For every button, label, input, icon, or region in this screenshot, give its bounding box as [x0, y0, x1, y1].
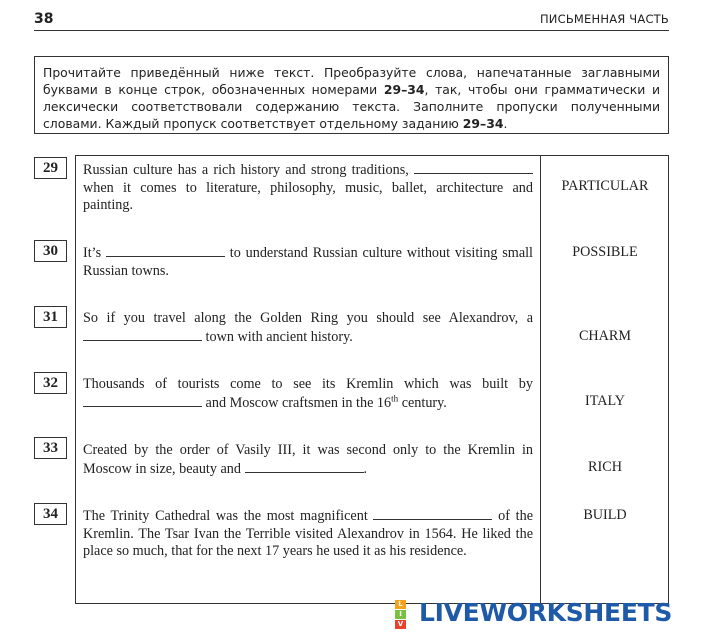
answer-blank-34[interactable] [373, 507, 492, 520]
task-number-33: 33 [34, 437, 67, 459]
task-range: 29–34 [383, 82, 425, 97]
liveworksheets-logo [395, 598, 695, 630]
task-number-34: 34 [34, 503, 67, 525]
instructions-text: , так, чтобы они грамматически и лексически соответствовали содержанию текста. Заполните пропуски полученными словами. Каждый пропуск соответствует отдельному заданию [43, 82, 660, 131]
task-sentence-29: Russian culture has a rich history and strong traditions, when it comes to literature, philosophy, music, ballet, architecture and painting. [83, 162, 533, 213]
page-header [34, 11, 669, 31]
keyword-33: RICH [588, 459, 622, 475]
task-sentence-34: The Trinity Cathedral was the most magnificent of the Kremlin. The Tsar Ivan the Terrible visited Alexandrov in 1564. He liked the place so much, that for the next 17 years he used it as his residence. [83, 508, 534, 559]
keyword-32: ITALY [585, 393, 625, 409]
keyword-30: POSSIBLE [572, 244, 638, 260]
task-sentence-31: So if you travel along the Golden Ring you should see Alexandrov, a town with ancient history. [83, 310, 533, 345]
answer-blank-29[interactable] [414, 161, 533, 174]
answer-blank-31[interactable] [83, 328, 202, 341]
task-number-29: 29 [34, 157, 67, 179]
instructions-text: Прочитайте приведённый ниже текст. Преобразуйте слова, напечатанные заглавными буквами в конце строк, обозначенных номерами [43, 65, 660, 97]
keyword-34: BUILD [583, 507, 627, 523]
answer-blank-33[interactable] [245, 460, 364, 473]
logo-square: L [395, 600, 406, 609]
keyword-29: PARTICULAR [561, 178, 649, 194]
column-divider [540, 155, 541, 604]
logo-icon [395, 600, 417, 630]
task-number-31: 31 [34, 306, 67, 328]
section-title: ПИСЬМЕННАЯ ЧАСТЬ [539, 12, 669, 26]
logo-square: V [395, 620, 406, 629]
keyword-31: CHARM [578, 328, 632, 344]
task-range: 29–34 [462, 116, 504, 131]
answer-blank-30[interactable] [106, 244, 225, 257]
header-divider [34, 30, 669, 31]
task-sentence-30: It’s to understand Russian culture without visiting small Russian towns. [83, 245, 533, 279]
task-number-32: 32 [34, 372, 67, 394]
task-number-30: 30 [34, 240, 67, 262]
task-sentence-33: Created by the order of Vasily III, it was second only to the Kremlin in Moscow in size, beauty and . [83, 442, 533, 477]
page-number: 38 [34, 11, 54, 27]
instructions-text: . [503, 116, 508, 131]
logo-text: LIVEWORKSHEETS [419, 598, 673, 627]
answer-blank-32[interactable] [83, 394, 202, 407]
instructions-box [34, 56, 669, 134]
logo-square: I [395, 610, 406, 619]
task-sentence-32: Thousands of tourists come to see its Kremlin which was built by and Moscow craftsmen in the 16th century. [83, 376, 533, 411]
